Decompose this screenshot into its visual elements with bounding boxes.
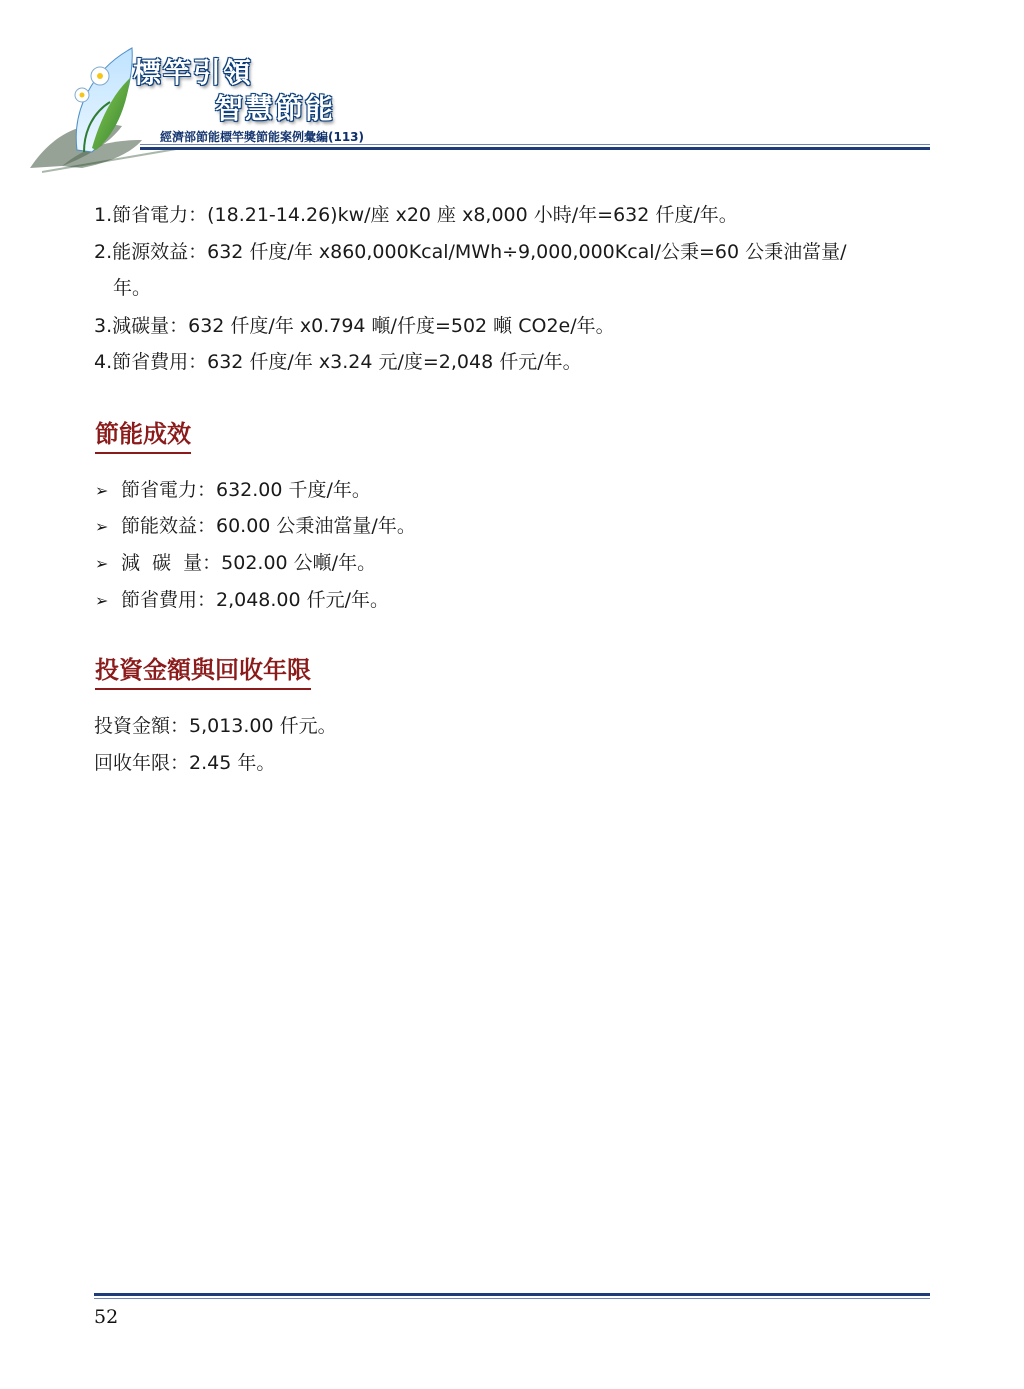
list-item [95, 478, 371, 503]
slogan-line-2: 智慧節能 [215, 92, 336, 125]
heading-investment-payback: 投資金額與回收年限 [95, 655, 311, 690]
list-item [95, 588, 389, 613]
arrow-bullet-icon: ➢ [95, 591, 109, 610]
footer-rule-thin [94, 1298, 930, 1299]
arrow-bullet-icon: ➢ [95, 554, 109, 573]
calc-line-carbon: 3.減碳量：632 仟度/年 x0.794 噸/仟度=502 噸 CO2e/年。 [94, 315, 615, 337]
arrow-bullet-icon: ➢ [95, 481, 109, 500]
book-title: 經濟部節能標竿獎節能案例彙編(113) [160, 130, 365, 144]
list-item [95, 551, 376, 576]
investment-amount-line: 投資金額：5,013.00 仟元。 [94, 715, 337, 737]
header-rule [140, 147, 930, 150]
list-item-text: 減 碳 量：502.00 公噸/年。 [121, 552, 377, 574]
calc-line-energy: 2.能源效益：632 仟度/年 x860,000Kcal/MWh÷9,000,000Kcal/公秉=60 公秉油當量/ [94, 241, 847, 263]
heading-energy-saving-results: 節能成效 [95, 419, 191, 454]
list-item-text: 節省電力：632.00 千度/年。 [121, 479, 371, 501]
arrow-bullet-icon: ➢ [95, 517, 109, 536]
list-item [95, 514, 416, 539]
list-item-text: 節省費用：2,048.00 仟元/年。 [121, 589, 390, 611]
payback-period-line: 回收年限：2.45 年。 [94, 752, 276, 774]
list-item-text: 節能效益：60.00 公秉油當量/年。 [121, 515, 416, 537]
calc-line-cost: 4.節省費用：632 仟度/年 x3.24 元/度=2,048 仟元/年。 [94, 351, 582, 373]
calc-line-electricity: 1.節省電力：(18.21-14.26)kw/座 x20 座 x8,000 小時/年=632 仟度/年。 [94, 204, 738, 226]
calc-line-energy-cont: 年。 [113, 277, 152, 299]
footer-rule [94, 1293, 930, 1296]
slogan-line-1: 標竿引領 [133, 56, 254, 89]
page-number: 52 [94, 1306, 119, 1328]
header-rule-thin [140, 144, 930, 145]
